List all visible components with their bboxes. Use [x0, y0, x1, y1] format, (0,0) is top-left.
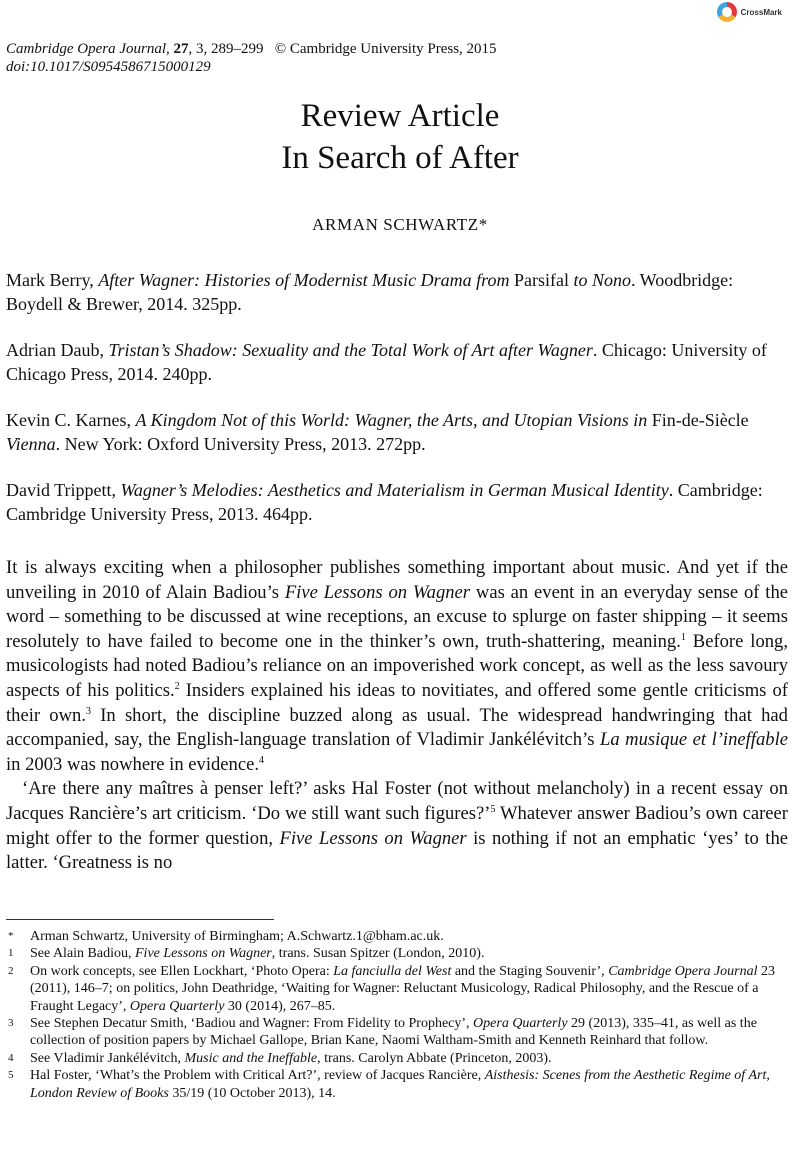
- crossmark-icon: [717, 2, 737, 22]
- footnote-marker: *: [8, 930, 14, 942]
- body-paragraph: It is always exciting when a philosopher publishes something important about music. And yet if the unveiling in 2010 of Alain Badiou’s Five Lessons on Wagner was an event in an everyday sense of the word – something to be discussed at wine receptions, an excuse to splurge on faster shipping – it seems resolutely to have failed to become one in the thinker’s own, truth-shattering, meaning.$^1$ Before long, musicologists had noted Badiou’s reliance on an impoverished work concept, as well as the less savoury aspects of his politics.$^2$ Insiders explained his ideas to novitiates, and offered some gentle criticisms of their own.$^3$ In short, the discipline buzzed along as usual. The widespread handwringing that had accompanied, say, the English-language translation of Vladimir Jankélévitch’s La musique et l’ineffable in 2003 was nowhere in evidence.$^4$: [6, 557, 788, 775]
- article-body: [6, 556, 788, 876]
- author-name: ARMAN SCHWARTZ*: [312, 215, 488, 234]
- reviewed-book: Adrian Daub, Tristan’s Shadow: Sexuality and the Total Work of Art after Wagner. Chicago: University of Chicago Press, 2014. 240pp.: [6, 340, 767, 384]
- footnote-divider: [6, 919, 274, 920]
- footnote-marker: 5: [8, 1069, 14, 1082]
- footnote-text: See Vladimir Jankélévitch, Music and the Ineffable, trans. Carolyn Abbate (Princeton, 2003).: [30, 1050, 552, 1066]
- article-title: [0, 95, 800, 179]
- title-line-1: Review Article: [300, 98, 500, 134]
- footnote: [6, 1050, 788, 1067]
- footnote-ref[interactable]: 5: [490, 803, 496, 815]
- journal-volume: 27: [173, 41, 189, 57]
- crossmark-label: CrossMark: [740, 7, 782, 17]
- reviewed-books: [6, 268, 788, 548]
- footnote: [6, 1015, 788, 1050]
- footnote-ref[interactable]: 2: [174, 680, 180, 692]
- footnote-ref[interactable]: 3: [85, 705, 91, 717]
- reviewed-book: David Trippett, Wagner’s Melodies: Aesthetics and Materialism in German Musical Identity. Cambridge: Cambridge University Press, 2013. 464pp.: [6, 480, 763, 524]
- footnote-text: Arman Schwartz, University of Birmingham; A.Schwartz.1@bham.ac.uk.: [30, 929, 444, 944]
- journal-title: Cambridge Opera Journal: [6, 41, 166, 57]
- footnote-ref[interactable]: 1: [680, 631, 686, 643]
- doi: doi:10.1017/S0954586715000129: [6, 59, 211, 75]
- title-line-2: In Search of After: [281, 140, 519, 176]
- footnote-text: On work concepts, see Ellen Lockhart, ‘Photo Opera: La fanciulla del West and the Staging Souvenir’, Cambridge Opera Journal 23 (2011), 146–7; on politics, John Deathridge, ‘Waiting for Wagner: Reluctant Musicology, Radical Philosophy, and the Rescue of a Fraught Legacy’, Opera Quarterly 30 (2014), 267–85.: [30, 963, 776, 1014]
- footnote-marker: 4: [8, 1051, 14, 1064]
- footnote-text: See Stephen Decatur Smith, ‘Badiou and Wagner: From Fidelity to Prophecy’, Opera Quarterly 29 (2013), 335–41, as well as the collection of position papers by Michael Gallope, Brian Kane, Naomi Waltham-Smith and Kenneth Reinhard that follow.: [30, 1016, 757, 1049]
- footnote-text: See Alain Badiou, Five Lessons on Wagner, trans. Susan Spitzer (London, 2010).: [30, 946, 485, 962]
- reviewed-book: Mark Berry, After Wagner: Histories of Modernist Music Drama from Parsifal to Nono. Woodbridge: Boydell & Brewer, 2014. 325pp.: [6, 270, 734, 314]
- footnote-ref[interactable]: 4: [259, 754, 265, 766]
- crossmark-badge[interactable]: [717, 2, 782, 22]
- reviewed-book: Kevin C. Karnes, A Kingdom Not of this World: Wagner, the Arts, and Utopian Visions in Fin-de-Siècle Vienna. New York: Oxford University Press, 2013. 272pp.: [6, 410, 749, 454]
- body-paragraph: ‘Are there any maîtres à penser left?’ asks Hal Foster (not without melancholy) in a recent essay on Jacques Rancière’s art criticism. ‘Do we still want such figures?’$^5$ Whatever answer Badiou’s own career might offer to the former question, Five Lessons on Wagner is nothing if not an emphatic ‘yes’ to the latter. ‘Greatness is no: [6, 778, 789, 874]
- copyright-notice: © Cambridge University Press, 2015: [274, 41, 497, 57]
- footnote-marker: 3: [8, 1017, 14, 1030]
- footnote: [6, 1067, 788, 1102]
- footnotes: [6, 928, 788, 1102]
- journal-citation: Cambridge Opera Journal, 27, 3, 289–299 © Cambridge University Press, 2015: [6, 41, 497, 57]
- footnote: [6, 945, 788, 962]
- journal-issue-pages: , 3, 289–299: [188, 41, 264, 57]
- footnote-text: Hal Foster, ‘What’s the Problem with Critical Art?’, review of Jacques Rancière, Aisthesis: Scenes from the Aesthetic Regime of Art, London Review of Books 35/19 (10 October 2013), 14.: [30, 1068, 770, 1101]
- footnote: [6, 963, 788, 1015]
- footnote-marker: 2: [8, 964, 14, 977]
- footnote: [6, 928, 788, 945]
- footnote-marker: 1: [8, 947, 14, 960]
